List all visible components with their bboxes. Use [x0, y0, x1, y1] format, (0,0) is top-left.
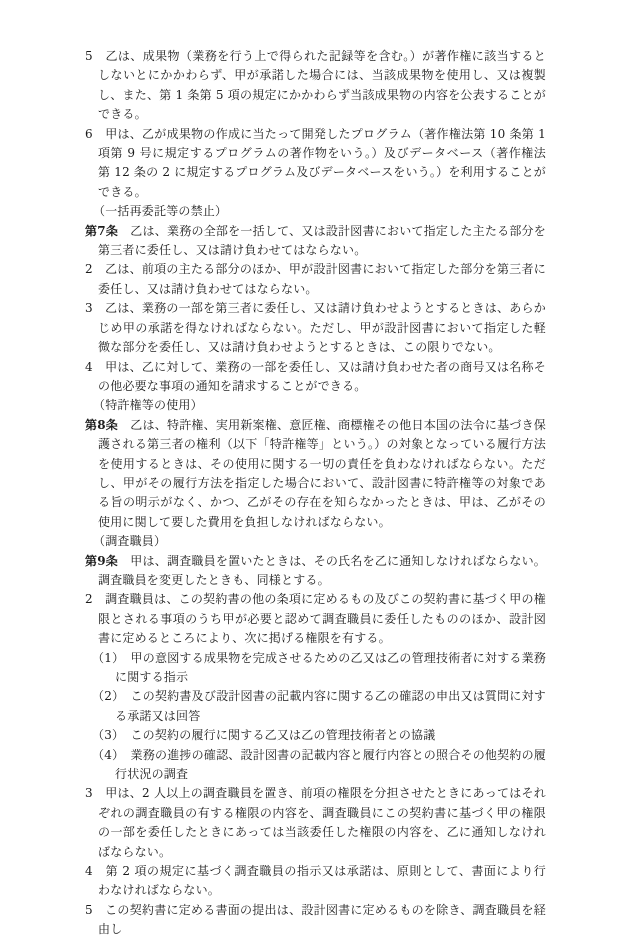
paragraph-number: 6 [85, 126, 93, 141]
numbered-paragraph [85, 590, 546, 648]
paragraph-number: 5 [85, 49, 93, 63]
numbered-paragraph [85, 125, 546, 203]
paragraph-number: （1） [92, 650, 119, 665]
article-paragraph [85, 222, 546, 261]
sub-item-paragraph [85, 726, 546, 745]
article-paragraph [85, 552, 546, 591]
paragraph-text: この契約の履行に関する乙又は乙の管理技術者との協議 [130, 728, 436, 743]
article-number: 第9条 [85, 553, 119, 568]
paragraph-number: （3） [92, 728, 119, 743]
paragraph-number: 4 [85, 864, 93, 879]
numbered-paragraph [85, 901, 546, 940]
numbered-paragraph [85, 299, 546, 357]
paragraph-text: この契約書に定める書面の提出は、設計図書に定めるものを除き、調査職員を経由し [98, 902, 546, 937]
paragraph-text: 乙は、業務の全部を一括して、又は設計図書において指定した主たる部分を第三者に委任し、又は請け負わせてはならない。 [98, 223, 546, 258]
paragraph-text: 甲は、乙が成果物の作成に当たって開発したプログラム（著作権法第 10 条第 1 項第 9 号に規定するプログラムの著作物をいう。）及びデータベース（著作権法第 12 条の 2 に規定するプログラム及びデータベースをいう。）を利用することができる。 [98, 126, 547, 199]
article-paragraph [85, 416, 546, 532]
sub-item-paragraph [85, 687, 546, 726]
paragraph-number: 2 [85, 262, 93, 277]
paragraph-text: 甲は、乙に対して、業務の一部を委任し、又は請け負わせた者の商号又は名称その他必要な事項の通知を請求することができる。 [98, 359, 546, 393]
section-heading [85, 532, 546, 551]
sub-item-paragraph [85, 746, 546, 785]
paragraph-number: 3 [85, 786, 93, 801]
article-number: 第8条 [85, 417, 119, 432]
paragraph-number: 4 [85, 359, 93, 374]
paragraph-text: 甲は、2 人以上の調査職員を置き、前項の権限を分担させたときにあってはそれぞれの調査職員の有する権限の内容を、調査職員にこの契約書に基づく甲の権限の一部を委任したときにあっては当該委任した権限の内容を、乙に通知しなければならない。 [98, 786, 546, 859]
paragraph-text: 甲の意図する成果物を完成させるための乙又は乙の管理技術者に対する業務に関する指示 [115, 650, 546, 684]
paragraph-number: 2 [85, 592, 93, 607]
paragraph-number: （2） [92, 689, 119, 704]
paragraph-number: （4） [92, 747, 119, 762]
paragraph-text: 乙は、業務の一部を第三者に委任し、又は請け負わせようとするときは、あらかじめ甲の承諾を得なければならない。ただし、甲が設計図書において指定した軽微な部分を委任し、又は請け負わせようとするときは、この限りでない。 [98, 301, 547, 355]
paragraph-text: （特許権等の使用） [93, 398, 203, 413]
paragraph-text: この契約書及び設計図書の記載内容に関する乙の確認の申出又は質問に対する承諾又は回答 [115, 689, 546, 723]
paragraph-text: （一括再委託等の禁止） [93, 204, 228, 219]
paragraph-text: 第 2 項の規定に基づく調査職員の指示又は承諾は、原則として、書面により行わなければならない。 [98, 864, 546, 898]
paragraph-text: 調査職員は、この契約書の他の条項に定めるもの及びこの契約書に基づく甲の権限とされる事項のうち甲が必要と認めて調査職員に委任したもののほか、設計図書に定めるところにより、次に掲げる権限を有する。 [98, 592, 546, 646]
paragraph-text: 乙は、成果物（業務を行う上で得られた記録等を含む。）が著作権に該当するとしないとにかかわらず、甲が承諾した場合には、当該成果物を使用し、又は複製し、また、第 1 条第 5 項の規定にかかわらず当該成果物の内容を公表することができる。 [98, 49, 547, 122]
section-heading [85, 396, 546, 415]
numbered-paragraph [85, 260, 546, 299]
paragraph-text: 甲は、調査職員を置いたときは、その氏名を乙に通知しなければならない。調査職員を変更したときも、同様とする。 [98, 553, 547, 587]
numbered-paragraph [85, 358, 546, 397]
paragraph-text: 乙は、特許権、実用新案権、意匠権、商標権その他日本国の法令に基づき保護される第三者の権利（以下「特許権等」という。）の対象となっている履行方法を使用するときは、その使用に関する一切の責任を負わなければならない。ただし、甲がその履行方法を指定した場合において、設計図書に特許権等の対象である旨の明示がなく、かつ、乙がその存在を知らなかったときは、甲は、乙がその使用に関して要した費用を負担しなければならない。 [98, 417, 547, 529]
paragraph-text: （調査職員） [93, 534, 167, 549]
paragraph-text: 業務の進捗の確認、設計図書の記載内容と履行内容との照合その他契約の履行状況の調査 [115, 747, 546, 782]
article-number: 第7条 [85, 223, 119, 238]
sub-item-paragraph [85, 649, 546, 688]
paragraph-number: 5 [85, 902, 93, 917]
numbered-paragraph [85, 862, 546, 901]
paragraph-number: 3 [85, 301, 93, 316]
document-body [85, 47, 546, 940]
paragraph-text: 乙は、前項の主たる部分のほか、甲が設計図書において指定した部分を第三者に委任し、又は請け負わせてはならない。 [98, 262, 546, 296]
numbered-paragraph [85, 47, 546, 125]
numbered-paragraph [85, 784, 546, 862]
section-heading [85, 202, 546, 221]
